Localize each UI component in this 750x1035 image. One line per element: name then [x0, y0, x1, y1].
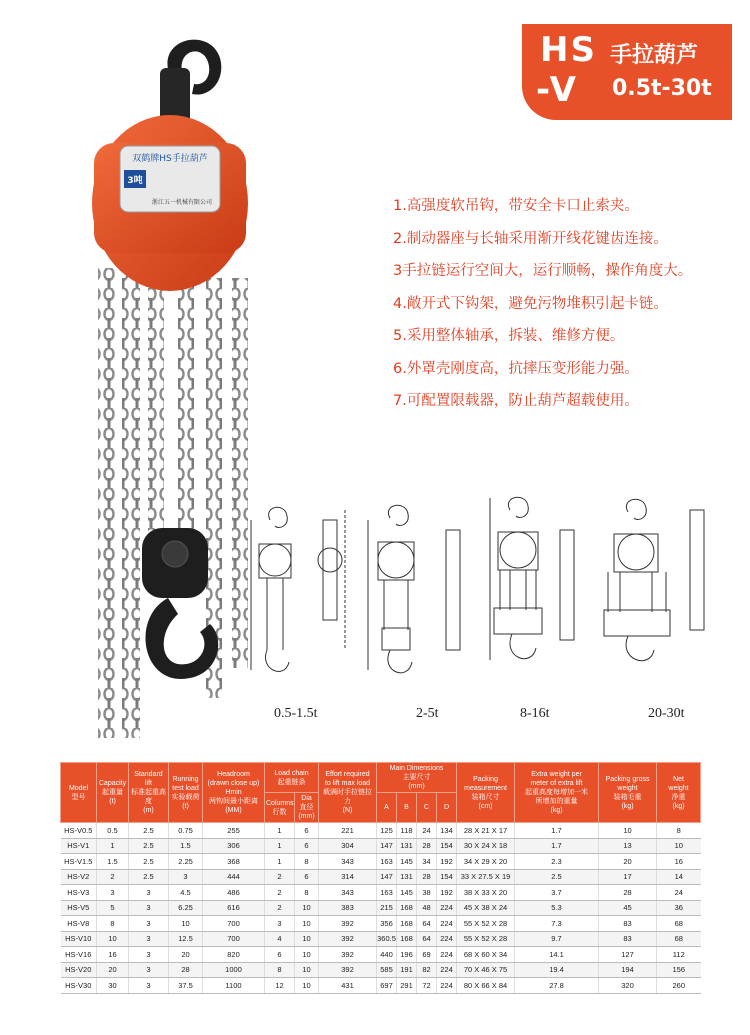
label-brand: 双鹤牌HS手拉葫芦 — [132, 154, 208, 164]
table-cell: HS-V5 — [61, 900, 97, 916]
table-cell: 392 — [319, 916, 377, 932]
table-cell: 131 — [397, 869, 417, 885]
table-cell: 156 — [657, 962, 701, 978]
table-cell: 2 — [265, 869, 295, 885]
table-cell: 10 — [295, 947, 319, 963]
table-cell: 14 — [657, 869, 701, 885]
table-cell: 8 — [295, 854, 319, 870]
table-cell: 431 — [319, 978, 377, 994]
table-cell: 224 — [437, 900, 457, 916]
table-cell: 2.5 — [515, 869, 599, 885]
table-cell: 3 — [129, 885, 169, 901]
table-row — [61, 931, 701, 947]
table-cell: 131 — [397, 838, 417, 854]
table-cell: 2 — [265, 885, 295, 901]
table-cell: 3.7 — [515, 885, 599, 901]
header-main-dimensions: Main Dimensions 主要尺寸 (mm) — [377, 763, 457, 793]
table-cell: 10 — [295, 916, 319, 932]
table-cell: HS-V16 — [61, 947, 97, 963]
model-name-line2: -V — [536, 70, 578, 110]
table-cell: 1 — [265, 823, 295, 839]
table-cell: 697 — [377, 978, 397, 994]
table-cell: 0.5 — [97, 823, 129, 839]
table-cell: 8 — [97, 916, 129, 932]
table-cell: 383 — [319, 900, 377, 916]
header-standard-lift: Standard lift 标准起重高度 (m) — [129, 763, 169, 823]
table-cell: 20 — [97, 962, 129, 978]
table-cell: 112 — [657, 947, 701, 963]
table-cell: 1.5 — [169, 838, 203, 854]
table-cell: 28 — [599, 885, 657, 901]
table-cell: 16 — [97, 947, 129, 963]
header-dim-b: B — [397, 793, 417, 823]
header-capacity: Capacity 起重量 (t) — [97, 763, 129, 823]
table-cell: 48 — [417, 900, 437, 916]
table-cell: 28 — [169, 962, 203, 978]
table-row — [61, 978, 701, 994]
table-cell: 2 — [97, 869, 129, 885]
table-cell: 69 — [417, 947, 437, 963]
table-cell: 260 — [657, 978, 701, 994]
table-cell: 1100 — [203, 978, 265, 994]
table-row — [61, 869, 701, 885]
header-test-load: Running test load 实验载荷 (t) — [169, 763, 203, 823]
drawing-label-heavy: 20-30t — [648, 706, 685, 721]
drawing-label-large: 8-16t — [520, 706, 550, 721]
table-cell: 2.5 — [129, 854, 169, 870]
table-cell: 163 — [377, 854, 397, 870]
table-cell: 83 — [599, 916, 657, 932]
table-cell: 10 — [169, 916, 203, 932]
table-cell: 34 — [417, 854, 437, 870]
table-cell: 0.75 — [169, 823, 203, 839]
table-cell: 585 — [377, 962, 397, 978]
table-cell: 8 — [265, 962, 295, 978]
table-cell: 255 — [203, 823, 265, 839]
table-cell: 820 — [203, 947, 265, 963]
table-cell: 700 — [203, 916, 265, 932]
table-row — [61, 962, 701, 978]
table-cell: 4.5 — [169, 885, 203, 901]
table-cell: 320 — [599, 978, 657, 994]
table-cell: 224 — [437, 962, 457, 978]
table-cell: 168 — [397, 931, 417, 947]
header-packing: Packing measurement 装箱尺寸 (cm) — [457, 763, 515, 823]
capacity-range: 0.5t-30t — [612, 76, 712, 101]
table-cell: 28 X 21 X 17 — [457, 823, 515, 839]
table-cell: 392 — [319, 962, 377, 978]
table-row — [61, 854, 701, 870]
table-cell: 30 — [97, 978, 129, 994]
feature-list — [393, 190, 733, 418]
feature-item: 2.制动器座与长轴采用渐开线花键齿连接。 — [393, 230, 668, 247]
table-cell: 145 — [397, 854, 417, 870]
table-cell: 68 X 60 X 34 — [457, 947, 515, 963]
table-cell: 6 — [295, 869, 319, 885]
feature-item: 3手拉链运行空间大，运行顺畅，操作角度大。 — [393, 263, 693, 279]
table-cell: 19.4 — [515, 962, 599, 978]
table-cell: 215 — [377, 900, 397, 916]
table-cell: 360.5 — [377, 931, 397, 947]
table-cell: 68 — [657, 931, 701, 947]
feature-item: 6.外罩壳刚度高，抗摔压变形能力强。 — [393, 360, 639, 377]
table-cell: 6 — [295, 823, 319, 839]
title-badge — [522, 24, 732, 120]
table-cell: 1 — [265, 854, 295, 870]
table-cell: 64 — [417, 931, 437, 947]
table-cell: 392 — [319, 931, 377, 947]
table-cell: 343 — [319, 885, 377, 901]
table-cell: HS-V1 — [61, 838, 97, 854]
table-cell: 134 — [437, 823, 457, 839]
table-cell: 36 — [657, 900, 701, 916]
table-cell: 68 — [657, 916, 701, 932]
table-cell: 192 — [437, 885, 457, 901]
label-rating: 3吨 — [127, 176, 143, 186]
table-cell: 145 — [397, 885, 417, 901]
table-cell: 8 — [657, 823, 701, 839]
table-cell: HS-V8 — [61, 916, 97, 932]
table-cell: 2 — [265, 900, 295, 916]
header-columns: Columns 行数 — [265, 793, 295, 823]
table-cell: 168 — [397, 916, 417, 932]
feature-item: 1.高强度软吊钩，带安全卡口止索夹。 — [393, 198, 639, 214]
table-cell: 154 — [437, 869, 457, 885]
table-cell: 55 X 52 X 28 — [457, 931, 515, 947]
drawing-label-medium: 2-5t — [416, 706, 439, 721]
table-cell: 118 — [397, 823, 417, 839]
table-cell: 343 — [319, 854, 377, 870]
table-cell: 304 — [319, 838, 377, 854]
header-dim-a: A — [377, 793, 397, 823]
table-cell: 306 — [203, 838, 265, 854]
feature-item: 5.采用整体轴承，拆装、维修方便。 — [393, 328, 625, 344]
table-cell: 20 — [599, 854, 657, 870]
table-cell: 80 X 66 X 84 — [457, 978, 515, 994]
table-cell: 70 X 46 X 75 — [457, 962, 515, 978]
table-cell: 10 — [295, 931, 319, 947]
drawing-label-small: 0.5-1.5t — [274, 706, 318, 721]
table-cell: 224 — [437, 916, 457, 932]
table-cell: 192 — [437, 854, 457, 870]
header-extra-weight: Extra weight per meter of extra lift 起重高度每增加一米 所增加的重量 (kg) — [515, 763, 599, 823]
table-cell: 3 — [129, 931, 169, 947]
header-effort: Effort required to lift max load 载满时手拉链拉力 (N) — [319, 763, 377, 823]
label-maker: 浙江五一机械有限公司 — [151, 199, 213, 206]
product-name: 手拉葫芦 — [610, 43, 699, 68]
table-row — [61, 838, 701, 854]
header-dim-c: C — [417, 793, 437, 823]
table-cell: 34 X 29 X 20 — [457, 854, 515, 870]
table-cell: 6 — [295, 838, 319, 854]
table-cell: 3 — [129, 978, 169, 994]
table-cell: 2.5 — [129, 838, 169, 854]
table-cell: 83 — [599, 931, 657, 947]
table-cell: 191 — [397, 962, 417, 978]
table-cell: 9.7 — [515, 931, 599, 947]
table-cell: 3 — [169, 869, 203, 885]
header-dia: Dia 直径 (mm) — [295, 793, 319, 823]
table-cell: 356 — [377, 916, 397, 932]
table-cell: 12.5 — [169, 931, 203, 947]
table-cell: 55 X 52 X 28 — [457, 916, 515, 932]
table-cell: HS-V10 — [61, 931, 97, 947]
table-cell: 45 — [599, 900, 657, 916]
table-cell: 17 — [599, 869, 657, 885]
table-cell: 163 — [377, 885, 397, 901]
table-cell: HS-V2 — [61, 869, 97, 885]
table-cell: 616 — [203, 900, 265, 916]
table-cell: 291 — [397, 978, 417, 994]
table-cell: 125 — [377, 823, 397, 839]
table-cell: 10 — [97, 931, 129, 947]
drawing-small-hoist — [245, 500, 355, 690]
table-cell: HS-V30 — [61, 978, 97, 994]
header-gross-weight: Packing gross weight 装箱毛重 (kg) — [599, 763, 657, 823]
table-cell: 5.3 — [515, 900, 599, 916]
table-cell: 20 — [169, 947, 203, 963]
table-cell: 72 — [417, 978, 437, 994]
drawing-heavy-hoist — [598, 490, 723, 680]
drawing-medium-hoist — [360, 500, 470, 690]
table-cell: HS-V20 — [61, 962, 97, 978]
table-cell: 12 — [265, 978, 295, 994]
table-cell: 1.7 — [515, 838, 599, 854]
header-load-chain: Load chain 起重链条 — [265, 763, 319, 793]
table-cell: 24 — [657, 885, 701, 901]
table-cell: 194 — [599, 962, 657, 978]
table-cell: 10 — [295, 900, 319, 916]
table-row — [61, 947, 701, 963]
table-cell: 440 — [377, 947, 397, 963]
table-cell: 1.5 — [97, 854, 129, 870]
header-net-weight: Net weight 净重 (kg) — [657, 763, 701, 823]
table-cell: 224 — [437, 978, 457, 994]
spec-table-wrap — [60, 762, 700, 994]
table-cell: 4 — [265, 931, 295, 947]
header-dim-d: D — [437, 793, 457, 823]
table-cell: 486 — [203, 885, 265, 901]
table-cell: 24 — [417, 823, 437, 839]
table-cell: 224 — [437, 931, 457, 947]
drawing-large-hoist — [480, 490, 590, 680]
table-cell: 3 — [129, 947, 169, 963]
table-cell: 6.25 — [169, 900, 203, 916]
table-cell: 2.25 — [169, 854, 203, 870]
table-cell: 16 — [657, 854, 701, 870]
table-cell: 28 — [417, 838, 437, 854]
table-cell: 3 — [265, 916, 295, 932]
table-cell: 45 X 38 X 24 — [457, 900, 515, 916]
table-cell: 82 — [417, 962, 437, 978]
table-cell: 392 — [319, 947, 377, 963]
table-cell: 3 — [129, 900, 169, 916]
table-cell: 38 X 33 X 20 — [457, 885, 515, 901]
table-cell: 147 — [377, 838, 397, 854]
table-cell: 1 — [265, 838, 295, 854]
table-cell: 700 — [203, 931, 265, 947]
table-cell: 147 — [377, 869, 397, 885]
table-cell: 14.1 — [515, 947, 599, 963]
table-cell: 10 — [295, 978, 319, 994]
table-cell: 368 — [203, 854, 265, 870]
table-cell: 10 — [657, 838, 701, 854]
table-cell: 1.7 — [515, 823, 599, 839]
table-cell: 13 — [599, 838, 657, 854]
table-row — [61, 885, 701, 901]
table-cell: 224 — [437, 947, 457, 963]
table-cell: 314 — [319, 869, 377, 885]
table-cell: HS-V3 — [61, 885, 97, 901]
table-cell: 1 — [97, 838, 129, 854]
table-cell: 10 — [295, 962, 319, 978]
table-cell: HS-V0.5 — [61, 823, 97, 839]
table-cell: 30 X 24 X 18 — [457, 838, 515, 854]
table-row — [61, 823, 701, 839]
table-cell: 3 — [129, 916, 169, 932]
table-cell: 5 — [97, 900, 129, 916]
table-cell: 10 — [599, 823, 657, 839]
header-headroom: Headroom (drawn close up) Hmin 两钩间最小距离 (MM) — [203, 763, 265, 823]
table-cell: 64 — [417, 916, 437, 932]
table-cell: 37.5 — [169, 978, 203, 994]
table-cell: 7.3 — [515, 916, 599, 932]
feature-item: 7.可配置限载器，防止葫芦超载使用。 — [393, 393, 639, 409]
table-cell: 27.8 — [515, 978, 599, 994]
table-cell: 3 — [97, 885, 129, 901]
table-cell: 2.5 — [129, 823, 169, 839]
table-cell: 221 — [319, 823, 377, 839]
table-cell: 38 — [417, 885, 437, 901]
table-row — [61, 900, 701, 916]
table-cell: 196 — [397, 947, 417, 963]
table-cell: 154 — [437, 838, 457, 854]
table-cell: 8 — [295, 885, 319, 901]
spec-table — [60, 762, 701, 994]
table-cell: 1000 — [203, 962, 265, 978]
table-cell: 127 — [599, 947, 657, 963]
table-cell: 2.3 — [515, 854, 599, 870]
table-cell: 444 — [203, 869, 265, 885]
table-row — [61, 916, 701, 932]
table-cell: 28 — [417, 869, 437, 885]
table-cell: 3 — [129, 962, 169, 978]
table-cell: 33 X 27.5 X 19 — [457, 869, 515, 885]
feature-item: 4.敞开式下钩架，避免污物堆积引起卡链。 — [393, 295, 668, 312]
spec-table-body — [61, 823, 701, 994]
table-cell: 168 — [397, 900, 417, 916]
table-cell: 2.5 — [129, 869, 169, 885]
table-cell: HS-V1.5 — [61, 854, 97, 870]
header-model: Model 型号 — [61, 763, 97, 823]
model-name-line1: HS — [540, 30, 597, 70]
table-cell: 6 — [265, 947, 295, 963]
